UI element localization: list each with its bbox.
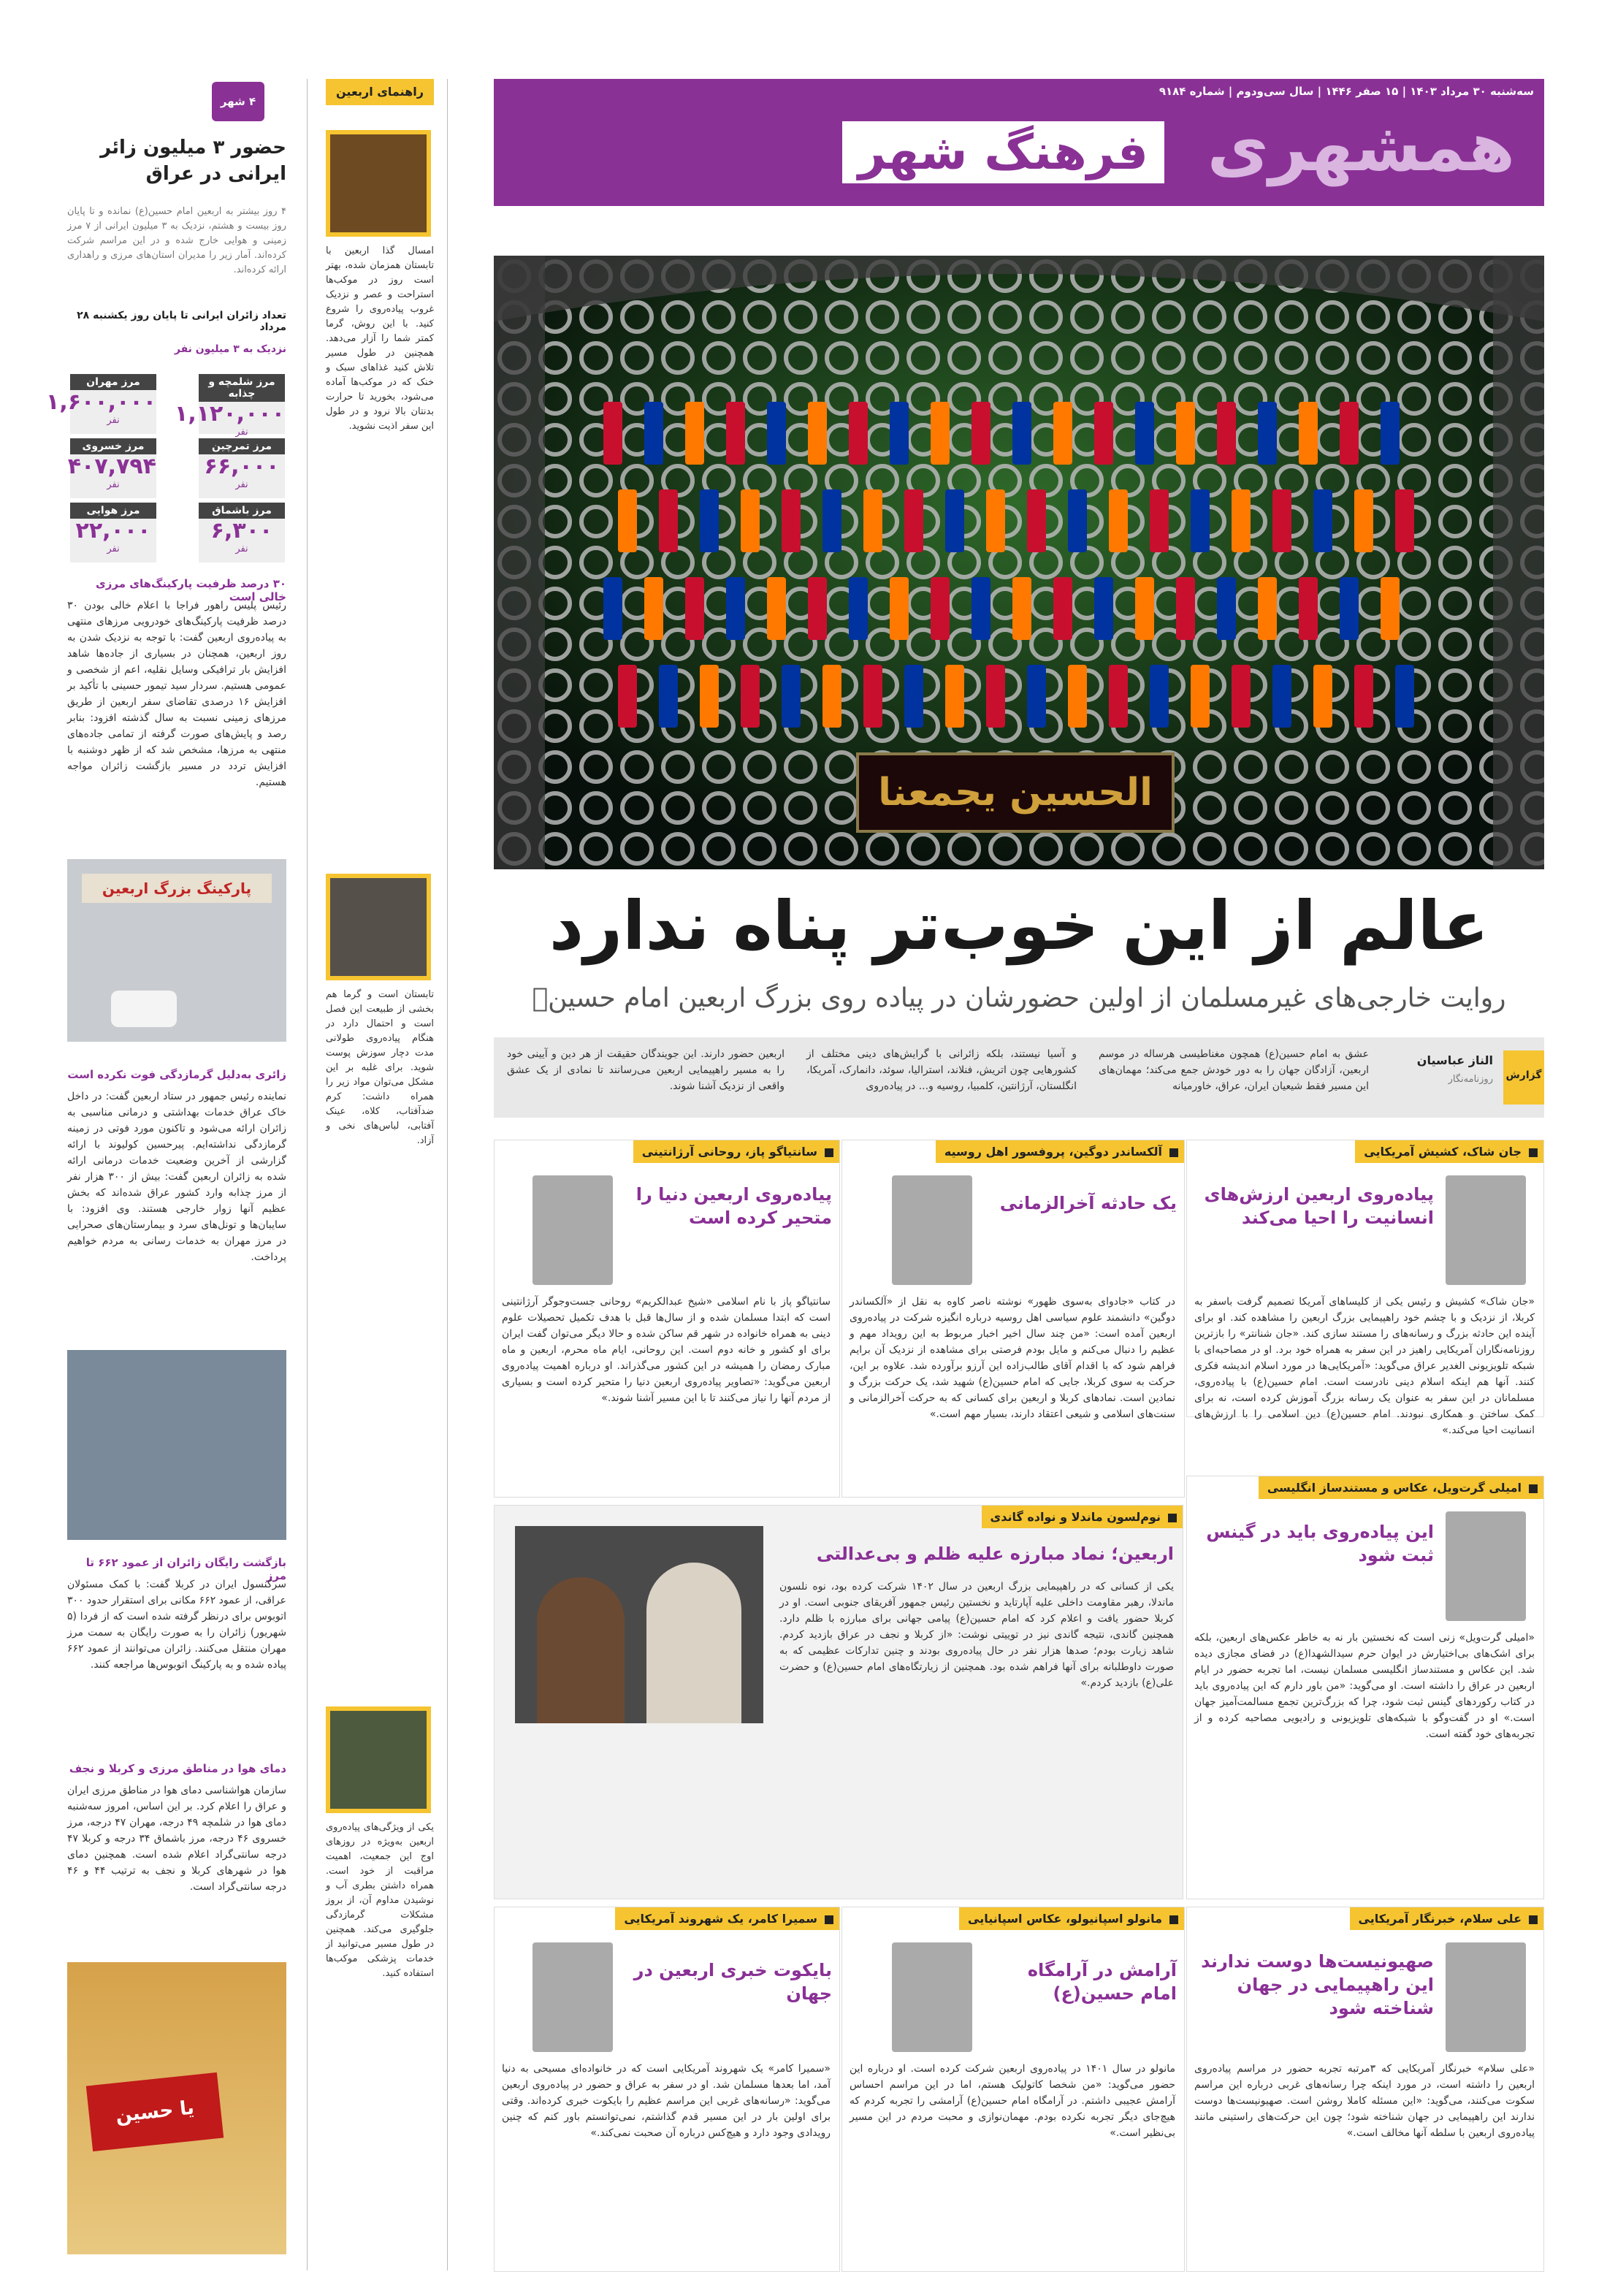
flag-ribbon: [1094, 402, 1113, 465]
flag-ribbon: [1068, 665, 1087, 728]
guide-item-1: امسال گذا اربعین با تابستان همزمان شده، بهتر است روز در موکب‌ها استراحت و عصر و نزدیک غروب پیاده‌روی را شروع کنید. با این روش، گرما کمتر شما را آزار می‌دهد. همچنین در طول مسیر تلاش کنید غذاهای سبک و خنک که در موکب‌ها آماده می‌شود، بخورید تا حرارت بدنتان بالا نرود و در طول این سفر اذیت نشوید.: [326, 245, 434, 432]
flag-ribbon: [931, 402, 950, 465]
border-stat: [199, 503, 285, 562]
card-body: «سمیرا کامر» یک شهروند آمریکایی است که در خانواده‌ای مسیحی به دنیا آمد، اما بعدها مسلمان شد. او در سفر به عراق و حضور در پیاده‌روی اربعین می‌گوید: «رسانه‌های غربی این مراسم عظیم را بایکوت خبری کرده‌اند. وقتی برای اولین بار در این مسیر قدم گذاشتم، نمی‌توانستم باور کنم که چنین رویدادی وجود دارد و هیچ‌کس درباره آن صحبت نمی‌کند.»: [502, 2063, 831, 2139]
flag-ribbon: [1395, 665, 1414, 728]
flag-ribbon: [986, 665, 1005, 728]
flag-ribbon: [1053, 577, 1072, 640]
lead-col-1: عشق به امام حسین(ع) همچون مغناطیسی هرساله در موسم اربعین، آزادگان جهان را به دور خودش جمع می‌کند؛ مهمان‌های این مسیر فقط شیعیان ایران، عراق، خاورمیانه: [1099, 1048, 1369, 1092]
portrait-photo: [892, 1942, 972, 2052]
mandela-gandhi-photo: [515, 1526, 763, 1723]
flag-ribbon: [782, 665, 801, 728]
news-3-title: بازگشت رایگان زائران از عمود ۶۶۲ تا مرز: [85, 1556, 286, 1582]
dateline: سه‌شنبه ۳۰ مرداد ۱۴۰۳ | ۱۵ صفر ۱۴۴۶ | سال سی‌ودوم | شماره ۹۱۸۴: [1159, 85, 1534, 98]
card-person-label: جان شاک، کشیش آمریکایی: [1355, 1140, 1543, 1163]
flag-ribbon: [945, 665, 964, 728]
stat-unit: نفر: [235, 427, 248, 438]
flag-ribbon: [822, 665, 841, 728]
stat-value: ۱,۶۰۰,۰۰۰: [46, 389, 156, 415]
card-samira-kamer: [494, 1907, 840, 2272]
card-title: این پیاده‌روی باید در گینس ثبت شود: [1206, 1522, 1434, 1565]
flag-ribbon: [618, 489, 637, 552]
card-title: صهیونیست‌ها دوست ندارند این راهپیمایی در جهان شناخته شود: [1201, 1951, 1434, 2018]
flag-ribbon: [700, 665, 719, 728]
portrait-photo: [1446, 1511, 1526, 1621]
flag-ribbon: [822, 489, 841, 552]
card-title: اربعین؛ نماد مبارزه علیه ظلم و بی‌عدالتی: [816, 1544, 1174, 1564]
flag-ribbon: [726, 402, 745, 465]
news-1-body: رئیس پلیس راهور فراجا با اعلام خالی بودن ۳۰ درصد ظرفیت پارکینگ‌های خودرویی مرزهای منتهی به پیاده‌روی اربعین گفت: با توجه به نزدیک شدن به روز اربعین، همچنان در بسیاری از جاده‌ها شاهد افزایش بار ترافیکی وسایل نقلیه، اعم از شخصی و عمومی هستیم. سردار سید تیمور حسینی با تأکید بر افزایش ۱۶ درصدی تقاضای سفر اربعین از طریق مرزهای زمینی نسبت به سال گذشته افزود: بنابر رصد و پایش‌های صورت گرفته از تمامی جاده‌های منتهی به مرزها، مشخص شد که از ظهر دوشنبه با افزایش تردد در مسیر بازگشت زائران مواجه هستیم.: [67, 600, 286, 788]
portrait-photo: [533, 1942, 613, 2052]
stat-label: مرز مهران: [70, 374, 156, 390]
flag-ribbon: [1217, 577, 1236, 640]
flag-ribbon: [1109, 665, 1128, 728]
flag-ribbon: [767, 577, 786, 640]
stat-value: ۲۲,۰۰۰: [75, 518, 151, 544]
card-title: یک حادثه آخرالزمانی: [999, 1193, 1177, 1213]
flag-ribbon: [1109, 489, 1128, 552]
stat-label: مرز هوایی: [70, 503, 156, 519]
guide-header: راهنمای اربعین: [326, 79, 434, 105]
flag-ribbon: [1340, 402, 1359, 465]
card-body: «جان شاک» کشیش و رئیس یکی از کلیساهای آمریکا تصمیم گرفت باسفر به کربلا، از نزدیک و با چشم خود راهپیمایی بزرگ اربعین را مشاهده کند. او برای آینده این حادثه بزرگ و رسانه‌های را مستند سازی کند. «جان شنانتر» را بازترین روزنامه‌نگاران آمریکایی راهیز در این سفر به همراه خود برد. او در مصاحبه‌ای با شبکه تلویزیونی الغدیر عراق می‌گوید: «آمریکایی‌ها در مورد اسلام اندیشه فکری کنند. آنها هم اینکه اسلام دینی نادرست است. امام حسین(ع) با پیاده‌روی، مسلمانان در این سفر به عنوان یک رسانه بزرگ آموزش کرده است، نه برای کمک ساختن و همکاری نبودند. امام حسین(ع) دین اسلامی را با ارزش‌های انسانیت احیا می‌کند.»: [1194, 1296, 1535, 1436]
guide-photo-3: [326, 1706, 431, 1813]
flag-ribbon: [1150, 489, 1169, 552]
flag-ribbon: [1272, 665, 1291, 728]
flag-ribbon: [1176, 577, 1195, 640]
main-headline: عالم از این خوب‌تر پناه ندارد: [549, 887, 1489, 965]
card-title: آرامش در آرامگاه امام حسین(ع): [1027, 1960, 1177, 2004]
section-logo: فرهنگ شهر: [842, 121, 1164, 183]
flag-ribbon: [1094, 577, 1113, 640]
flag-ribbon: [849, 577, 868, 640]
card-person-label: نوم‌لسون ماندلا و نواده گاندی: [982, 1506, 1183, 1528]
stat-label: مرز باشماق: [199, 503, 285, 519]
portrait-photo: [892, 1175, 972, 1285]
flag-ribbon: [808, 402, 827, 465]
guide-photo-2: [326, 874, 431, 980]
flag-ribbon: [904, 489, 923, 552]
lead-col-3: اربعین حضور دارند. این جویندگان حقیقت از هر دین و آیینی خود را به مسیر راهپیمایی اربعین می‌رسانند تا نمادی از یک عشق واقعی از نزدیک آشنا شوند.: [507, 1048, 785, 1092]
card-mandela-gandhi: [494, 1505, 1183, 1899]
card-body: «علی سلام» خبرنگار آمریکایی که ۳مرتبه تجربه حضور در مراسم پیاده‌روی اربعین را داشته است، در مورد اینکه چرا رسانه‌های غربی درباره این مراسم سکوت می‌کنند، می‌گوید: «این مسئله کاملا روشن است. صهیونیست‌ها دوست ندارند این راهپیمایی در جهان شناخته شود؛ چون این حرکت‌های راستینی مانند پیاده‌روی اربعین با سلطه آنها مخالف است.»: [1194, 2063, 1535, 2139]
card-dugin: [841, 1140, 1185, 1498]
flag-ribbon: [863, 489, 882, 552]
portrait-photo: [533, 1175, 613, 1285]
report-label: گزارش: [1503, 1050, 1544, 1105]
news-4-body: سازمان هواشناسی دمای هوا در مناطق مرزی ایران و عراق را اعلام کرد. بر این اساس، امروز سه‌شنبه دمای هوا در شلمچه ۴۹ درجه، مهران ۴۷ درجه، مرز خسروی ۴۶ درجه، مرز باشماق ۳۴ درجه و کربلا ۴۷ درجه سانتی‌گراد اعلام شده است. همچنین دمای هوا در شهرهای کربلا و نجف به ترتیب ۴۴ و ۴۶ درجه سانتی‌گراد است.: [67, 1785, 287, 1893]
card-body: «امیلی گرت‌ویل» زنی است که نخستین بار نه به خاطر عکس‌های اربعین، بلکه برای اشک‌های بی‌اختیارش در ایوان حرم سیدالشهدا(ع) در فضای مجازی دیده شد. این عکاس و مستندساز انگلیسی مسلمان نیست، اما تجربه حضور در ایام اربعین در عراق را داشته است. او می‌گوید: «من باور دارم که این پیاده‌روی باید در کتاب رکوردهای گینس ثبت شود، چرا که بزرگ‌ترین تجمع مسالمت‌آمیز جهان است.» او در گفت‌وگو با شبکه‌های تلویزیونی و رادیویی مصاحبه کرده و از تجربه‌های خود گفته است.: [1194, 1632, 1535, 1740]
hero-banner: الحسین یجمعنا: [856, 752, 1175, 833]
news-2-body: نماینده رئیس جمهور در ستاد اربعین گفت: در داخل خاک عراق خدمات بهداشتی و درمانی مناسبی به زائران ارائه می‌شود و تاکنون مورد فوتی در زمینه گرمازدگی نداشته‌ایم. پیرحسین کولیوند با ارائه گزارشی از آخرین وضعیت خدمات درمانی ارائه شده به زائران اربعین گفت: بیش از ۳۰۰ هزار نفر از مرز چذابه وارد کشور عراق شده‌اند که بخش عظیم آنها زوار خارجی هستند. وی افزود: با سایبان‌ها و تونل‌های سرد و بیمارستان‌های صحرایی در مرز مهران به خدمات رسانی به مردم خواهیم پرداخت.: [67, 1091, 286, 1263]
stat-value: ۶۶,۰۰۰: [204, 454, 280, 479]
stat-value: ۴۰۷,۷۹۴: [67, 454, 156, 479]
flag-ribbon: [1354, 665, 1373, 728]
masthead: [494, 79, 1544, 206]
card-santiago-paz: [494, 1140, 840, 1498]
flag-ribbon: [644, 402, 663, 465]
flag-ribbon: [1299, 577, 1318, 640]
card-body: یکی از کسانی که در راهپیمایی بزرگ اربعین در سال ۱۴۰۲ شرکت کرده بود، نوه نلسون ماندلا، رهبر مقاومت داخلی علیه آپارتاید و نخستین رئیس جمهور آفریقای جنوبی است. او در کربلا حضور یافت و اعلام کرد که امام حسین(ع) پیامی جهانی برای مبارزه با ظلم دارد. همچنین گاندی، نتیجه گاندی نیز در توییتی نوشت: «از کربلا و نجف در عراق بازدید کردم. شاهد زیارت بودم؛ صدها هزار نفر در حال پیاده‌روی بودند و چنین تدارکات عظیمی که به صورت داوطلبانه برای آنها فراهم شده بود. همچنین از زیارتگاه‌های امام حسین(ع) و حضرت علی(ع) بازدید کردم.»: [779, 1581, 1174, 1689]
author-name: الناز عباسیان: [1416, 1053, 1493, 1067]
flag-ribbon: [1272, 489, 1291, 552]
sidebar-title: حضور ۳ میلیون زائر ایرانی در عراق: [100, 137, 286, 185]
sub-headline: روایت خارجی‌های غیرمسلمان از اولین حضورشان در پیاده روی بزرگ اربعین امام حسینؑ: [532, 983, 1506, 1013]
flag-ribbon: [1150, 665, 1169, 728]
flag-ribbon: [931, 577, 950, 640]
flag-ribbon: [1340, 577, 1359, 640]
flag-ribbon: [603, 577, 622, 640]
card-body: سانتیاگو پاز با نام اسلامی «شیخ عبدالکریم» روحانی جست‌وجوگر آرژانتینی است که ابتدا مسلمان شده و از سال‌ها قبل با هدف تکمیل تحصیلات علوم دینی به همراه خانواده در شهر قم ساکن شده و حالا دیگر می‌توان گفت ایران برای او کشور و خانه دوم است. این روحانی، ایام ماه محرم، اربعین و ماه مبارک رمضان را همیشه در این کشور می‌گذراند. او درباره اهمیت پیاده‌روی اربعین می‌گوید: «تصاویر پیاده‌روی اربعین دنیا را متحیر کرده است و بسیاری از مردم آنها را نیاز می‌کنند تا با این مسیر آشنا شوند.»: [502, 1296, 831, 1404]
card-person-label: آلکساندر دوگین، پروفسور اهل روسیه: [936, 1140, 1184, 1163]
parking-sign: پارکینگ بزرگ اربعین: [82, 874, 272, 903]
count-label: تعداد زائران ایرانی تا پایان روز یکشنبه ۲۸ مرداد: [77, 310, 286, 333]
stat-label: مرز خسروی: [70, 438, 156, 454]
flag-ribbon: [1135, 577, 1154, 640]
card-manolo: [841, 1907, 1185, 2272]
flag-ribbon: [1381, 577, 1400, 640]
flag-ribbon: [1135, 402, 1154, 465]
flag-ribbon: [782, 489, 801, 552]
flag-ribbon: [1027, 489, 1046, 552]
flag-ribbon: [808, 577, 827, 640]
flag-ribbon: [1313, 489, 1332, 552]
stat-unit: نفر: [107, 415, 120, 426]
hero-photo: [494, 256, 1544, 869]
portrait-photo: [1446, 1175, 1526, 1285]
flag-ribbon: [603, 402, 622, 465]
flag-ribbon: [741, 665, 760, 728]
flag-ribbon: [685, 577, 704, 640]
sidebar-badge: ۴ شهر: [212, 82, 264, 121]
flag-photo: [67, 1962, 286, 2254]
card-person-label: سانتیاگو پاز، روحانی آرژانتینی: [633, 1140, 839, 1163]
stat-unit: نفر: [107, 544, 120, 554]
card-title: پیاده‌روی اربعین دنیا را متحیر کرده است: [635, 1184, 832, 1228]
border-stat: [199, 438, 285, 498]
flag-ribbon: [1191, 489, 1210, 552]
card-ali-salam: [1186, 1907, 1544, 2272]
sidebar-intro: ۴ روز بیشتر به اربعین امام حسین(ع) نمانده و تا پایان روز بیست و هشتم، نزدیک به ۳ میلیون ایرانی از ۷ مرز زمینی و هوایی خارج شده و در این مراسم شرکت کرده‌اند. آمار زیر را مدیران استان‌های مرزی و راهداری ارائه کرده‌اند.: [67, 206, 287, 275]
column-divider: [447, 79, 448, 2270]
flag-ribbon: [849, 402, 868, 465]
flag-ribbon: [1354, 489, 1373, 552]
flag-ribbon: [685, 402, 704, 465]
pilgrim-photo: [67, 1350, 286, 1540]
card-body: در کتاب «جادوای به‌سوی ظهور» نوشته ناصر کاوه به نقل از «آلکساندر دوگین» دانشمند علوم سیاسی اهل روسیه درباره انگیزه شرکت در پیاده‌روی اربعین آمده است: «من چند سال اخیر اخبار مربوط به این رویداد مهم و عظیم را دنبال می‌کنم و مایل بودم فرصتی برای مشاهده از نزدیک آن برایم فراهم شود که با اقدام آقای طالب‌زاده این آرزو برآورده شد. علاوه بر این، حرکت به سوی کربلا، جایی که امام حسین(ع) شهید شد، یک حرکت بزرگ و نمادین است. نمادهای کربلا و اربعین برای کسانی که به حرکت آخرالزمانی و سنت‌های اسلامی و شیعی اعتقاد دارند، بسیار مهم است.»: [850, 1296, 1175, 1420]
stat-unit: نفر: [235, 479, 248, 490]
card-title: بایکوت خبری اربعین در جهان: [633, 1960, 832, 2004]
flag-ribbon: [659, 665, 678, 728]
flag-ribbon: [945, 489, 964, 552]
flag-ribbon: [1176, 402, 1195, 465]
flag-ribbon: [1012, 577, 1031, 640]
flag-ribbon: [1395, 489, 1414, 552]
flag-ribbon: [1217, 402, 1236, 465]
flag-ribbon: [972, 402, 990, 465]
card-person-label: مانولو اسپانیولو، عکاس اسپانیایی: [959, 1907, 1184, 1930]
stat-label: مرز تمرچین: [199, 438, 285, 454]
border-stat: [67, 438, 156, 498]
flag-ribbon: [863, 665, 882, 728]
border-stat: [175, 374, 285, 438]
card-emily: [1186, 1476, 1544, 1899]
card-body: مانولو در سال ۱۴۰۱ در پیاده‌روی اربعین شرکت کرده است. او درباره این حضور می‌گوید: «من شخصا کاتولیک هستم، اما در این مراسم احساس آرامش عجیبی داشتم. در آرامگاه امام حسین(ع) آرامشی را تجربه کردم که هیچ‌جای دیگر تجربه نکرده بودم. مهمان‌نوازی و محبت مردم در این مسیر بی‌نظیر است.»: [850, 2063, 1176, 2139]
flag-ribbon: [890, 577, 909, 640]
portrait-photo: [1446, 1942, 1526, 2052]
news-3-body: سرکنسول ایران در کربلا گفت: با کمک مسئولان عراقی، از عمود ۶۶۲ مکانی برای استقرار حدود ۳۰۰ اتوبوس برای درنظر گرفته شده است که از فردا (۵ شهریور) زائران را به صورت رایگان به سمت مرز مهران منتقل می‌کنند. زائران می‌توانند از عمود ۶۶۲ پیاده شده و به پارکینگ اتوبوس‌ها مراجعه کنند.: [67, 1579, 286, 1671]
flag-ribbon: [1258, 402, 1277, 465]
news-2-title: زائری به‌دلیل گرمازدگی فوت نکرده است: [67, 1068, 286, 1081]
flag-ribbon: [618, 665, 637, 728]
flag-ribbon: [1232, 489, 1251, 552]
card-title: پیاده‌روی اربعین ارزش‌های انسانیت را احیا می‌کند: [1204, 1184, 1434, 1228]
flag-ribbon: [1068, 489, 1087, 552]
card-person-label: امیلی گرت‌ویل، عکاس و مستندساز انگلیسی: [1259, 1476, 1543, 1499]
flag-ribbon: [890, 402, 909, 465]
card-person-label: علی سلام، خبرنگار آمریکایی: [1350, 1907, 1543, 1930]
flag-ribbon: [700, 489, 719, 552]
stat-unit: نفر: [235, 544, 248, 554]
flag-ribbon: [767, 402, 786, 465]
flag-ribbon: [644, 577, 663, 640]
card-person-label: سمیرا کامر، یک شهروند آمریکایی: [615, 1907, 839, 1930]
flag-ribbon: [726, 577, 745, 640]
flag-ribbon: [1053, 402, 1072, 465]
card-john-shuck: [1186, 1140, 1544, 1436]
flag-ribbon: [972, 577, 990, 640]
stat-value: ۱,۱۲۰,۰۰۰: [175, 401, 285, 427]
parking-photo: [67, 859, 286, 1042]
guide-item-3: یکی از ویژگی‌های پیاده‌روی اربعین به‌ویژه در روزهای اوج این جمعیت، اهمیت مراقبت از خود است. همراه داشتن بطری آب و نوشیدن مداوم آن، از بروز مشکلات گرمازدگی جلوگیری می‌کند. همچنین در طول مسیر می‌توانید از خدمات پزشکی موکب‌ها استفاده کنید.: [326, 1822, 434, 1979]
flag-ribbon: [1191, 665, 1210, 728]
stat-unit: نفر: [107, 479, 120, 490]
author-role: روزنامه‌نگار: [1448, 1074, 1493, 1085]
flag-text: یا حسین: [86, 2072, 224, 2151]
flag-ribbon: [986, 489, 1005, 552]
news-1-title: ۳۰ درصد ظرفیت پارکینگ‌های مرزی خالی است: [96, 577, 286, 603]
flag-ribbon: [904, 665, 923, 728]
lead-col-2: و آسیا نیستند، بلکه زائرانی با گرایش‌های دینی مختلف از کشورهایی چون اتریش، فنلاند، استرالیا، سوئد، دانمارک، آمریکا، انگلستان، آرژانتین، کلمبیا، روسیه و... در پیاده‌روی: [806, 1048, 1077, 1092]
flag-ribbon: [1012, 402, 1031, 465]
stat-label: مرز شلمچه و چذابه: [199, 374, 285, 402]
border-stat: [46, 374, 156, 434]
flag-ribbon: [1232, 665, 1251, 728]
flag-ribbon: [659, 489, 678, 552]
flag-ribbon: [1313, 665, 1332, 728]
guide-photo-1: [326, 130, 431, 237]
flag-ribbon: [1258, 577, 1277, 640]
border-stat: [70, 503, 156, 562]
lead-box: [494, 1037, 1544, 1118]
flag-ribbon: [741, 489, 760, 552]
stat-value: ۶,۳۰۰: [210, 518, 273, 544]
guide-item-2: تابستان است و گرما هم بخشی از طبیعت این فصل است و احتمال دارد در هنگام پیاده‌روی طولانی مدت دچار سوزش پوست شوید. برای غلبه بر این مشکل می‌توان مواد زیر را همراه داشت: کرم ضدآفتاب، کلاه، عینک آفتابی، لباس‌های نخی و آزاد.: [326, 989, 434, 1146]
count-value: نزدیک به ۳ میلیون نفر: [174, 343, 286, 355]
flag-ribbon: [1027, 665, 1046, 728]
news-4-title: دمای هوا در مناطق مرزی و کربلا و نجف: [69, 1762, 286, 1775]
flag-ribbon: [1299, 402, 1318, 465]
flag-ribbon: [1381, 402, 1400, 465]
newspaper-logo[interactable]: همشهری: [1207, 108, 1515, 186]
column-divider: [307, 79, 308, 2270]
